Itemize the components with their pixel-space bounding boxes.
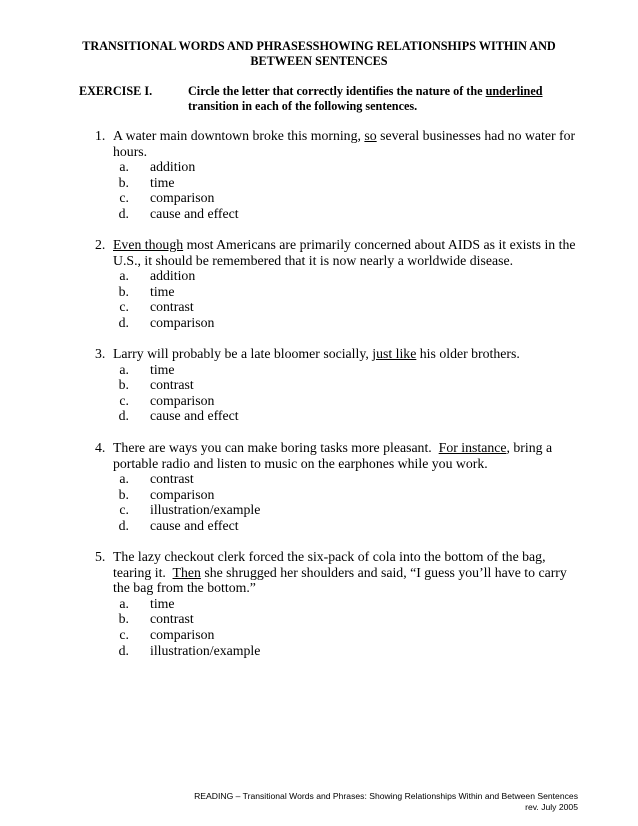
option-b[interactable]: b. contrast [118,377,194,393]
option-a[interactable]: a. contrast [119,471,194,487]
answer-options [113,471,585,533]
question-number: 5. [95,549,106,564]
question-1 [95,128,585,222]
question-text: A water main downtown broke this morning, so several businesses had no water for hours. [113,128,576,159]
answer-options [113,362,585,424]
question-2 [95,237,585,331]
question-text: There are ways you can make boring tasks more pleasant. For instance, bring a portable radio and listen to music on the earphones while you work. [113,440,553,471]
option-c[interactable]: c. comparison [119,392,215,408]
underlined-transition: just like [372,346,417,361]
question-number: 1. [95,128,106,143]
option-b[interactable]: b. time [118,283,175,299]
exercise-instructions [188,84,568,114]
question-5 [95,549,585,658]
underlined-transition: so [364,128,377,143]
option-c[interactable]: c. illustration/example [119,502,261,518]
underlined-transition: Even though [113,237,184,252]
instructions-text-cont: transition in each of the following sentences. [188,99,418,113]
option-a[interactable]: a. time [119,595,175,611]
option-d[interactable]: d. cause and effect [118,517,239,533]
footer-line-2: rev. July 2005 [525,802,578,812]
instructions-text: Circle the letter that correctly identifies the nature of the [188,84,483,98]
answer-options [113,596,585,658]
instructions-underlined-word: underlined [485,84,543,98]
question-number: 4. [95,440,106,455]
question-text: Larry will probably be a late bloomer socially, just like his older brothers. [113,346,520,361]
option-a[interactable]: a. addition [119,159,196,175]
footer-line-1: READING – Transitional Words and Phrases: Showing Relationships Within and Between Sentences [194,791,578,801]
option-a[interactable]: a. time [119,361,175,377]
option-d[interactable]: d. cause and effect [118,408,239,424]
option-d[interactable]: d. cause and effect [118,205,239,221]
option-b[interactable]: b. time [118,174,175,190]
option-b[interactable]: b. contrast [118,611,194,627]
underlined-transition: For instance [438,440,507,455]
question-text: The lazy checkout clerk forced the six-pack of cola into the bottom of the bag, tearing it. Then she shrugged her shoulders and said, “I guess you’ll have to carry the bag from the bottom.” [113,549,567,596]
option-a[interactable]: a. addition [119,268,196,284]
answer-options [113,268,585,330]
exercise-label: EXERCISE I. [79,84,153,98]
option-c[interactable]: c. comparison [119,626,215,642]
question-3 [95,346,585,424]
title-line-2: BETWEEN SENTENCES [250,54,388,68]
page-footer [194,791,578,813]
question-number: 3. [95,346,106,361]
title-line-1: TRANSITIONAL WORDS AND PHRASESSHOWING RELATIONSHIPS WITHIN AND [82,39,556,53]
option-c[interactable]: c. comparison [119,190,215,206]
option-b[interactable]: b. comparison [118,486,215,502]
answer-options [113,159,585,221]
option-c[interactable]: c. contrast [119,299,194,315]
question-4 [95,440,585,534]
underlined-transition: Then [172,564,201,580]
question-text: Even though most Americans are primarily concerned about AIDS as it exists in the U.S., it should be remembered that it is now nearly a worldwide disease. [113,237,576,268]
option-d[interactable]: d. illustration/example [118,642,261,658]
page-title [60,39,578,69]
option-d[interactable]: d. comparison [118,314,215,330]
question-number: 2. [95,237,106,252]
